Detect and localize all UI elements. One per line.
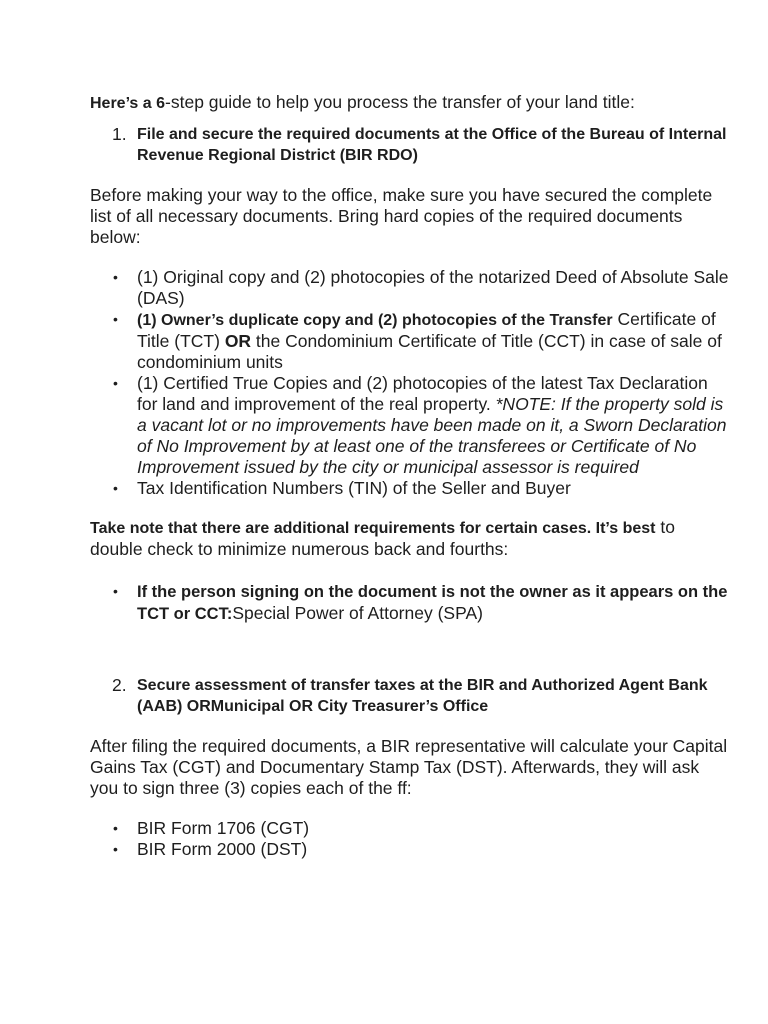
list-item xyxy=(90,478,730,499)
special-case-rest: Special Power of Attorney (SPA) xyxy=(232,603,483,623)
document-item-deed: (1) Original copy and (2) photocopies of the notarized Deed of Absolute Sale (DAS) xyxy=(137,267,729,308)
additional-note-lead: Take note that there are additional requirements for certain cases. It’s best xyxy=(90,520,656,537)
list-item xyxy=(90,839,730,860)
bullet-icon: • xyxy=(113,841,118,857)
form-item-2000: BIR Form 2000 (DST) xyxy=(137,839,308,859)
form-item-1706: BIR Form 1706 (CGT) xyxy=(137,818,310,838)
list-item xyxy=(90,818,730,839)
step-1-heading xyxy=(90,124,730,166)
step-2-paragraph: After filing the required documents, a BIR representative will calculate your Capital Gains Tax (CGT) and Documentary Stamp Tax (DST). Afterwards, they will ask you to sign three (3) copies each of the ff: xyxy=(90,736,728,798)
required-documents-list xyxy=(90,267,730,499)
bullet-icon: • xyxy=(113,375,118,391)
document-page xyxy=(90,92,730,860)
bullet-icon: • xyxy=(113,583,118,599)
document-item-tin: Tax Identification Numbers (TIN) of the Seller and Buyer xyxy=(137,478,571,498)
document-item-title-or: OR xyxy=(224,331,252,351)
list-item xyxy=(90,267,730,309)
intro-text xyxy=(90,92,730,114)
document-item-note: *NOTE: If the property sold is a vacant lot or no improvements have been made on it, a Sworn Declaration of No Improvement by at least one of the transferees or Certificate of No Improvement issued by the city or municipal assessor is required xyxy=(137,394,727,477)
special-cases-list xyxy=(90,581,730,625)
intro-lead: Here’s a 6 xyxy=(90,95,166,112)
step-1-title: File and secure the required documents at the Office of the Bureau of Internal Revenue Regional District (BIR RDO) xyxy=(137,126,727,164)
document-item-title-text-2: the Condominium Certificate of Title (CCT) in case of sale of condominium units xyxy=(137,331,722,372)
bullet-icon: • xyxy=(113,269,118,285)
document-item-title-lead: (1) Owner’s duplicate copy and (2) photocopies of the Transfer xyxy=(137,312,613,329)
bullet-icon: • xyxy=(113,311,118,327)
additional-note-rest: to double check to minimize numerous back and fourths: xyxy=(90,517,675,559)
additional-requirements-note xyxy=(90,517,730,560)
step-2-title: Secure assessment of transfer taxes at the BIR and Authorized Agent Bank (AAB) ORMunicipal OR City Treasurer’s Office xyxy=(137,677,708,715)
document-item-title-text: Certificate of Title (TCT) xyxy=(137,309,716,351)
step-2-number: 2. xyxy=(112,675,127,695)
bullet-icon: • xyxy=(113,480,118,496)
bullet-icon: • xyxy=(113,820,118,836)
step-2-heading xyxy=(90,675,730,717)
list-item xyxy=(90,309,730,373)
step-1-number: 1. xyxy=(112,124,127,144)
intro-rest: -step guide to help you process the transfer of your land title: xyxy=(165,92,635,112)
list-item xyxy=(90,373,730,478)
document-item-tax-declaration: (1) Certified True Copies and (2) photocopies of the latest Tax Declaration for land and improvement of the real property. xyxy=(137,373,708,414)
list-item xyxy=(90,581,730,625)
step-1-paragraph: Before making your way to the office, make sure you have secured the complete list of all necessary documents. Bring hard copies of the required documents below: xyxy=(90,185,713,247)
bir-forms-list xyxy=(90,818,730,860)
special-case-lead: If the person signing on the document is not the owner as it appears on the TCT or CCT: xyxy=(137,583,728,623)
